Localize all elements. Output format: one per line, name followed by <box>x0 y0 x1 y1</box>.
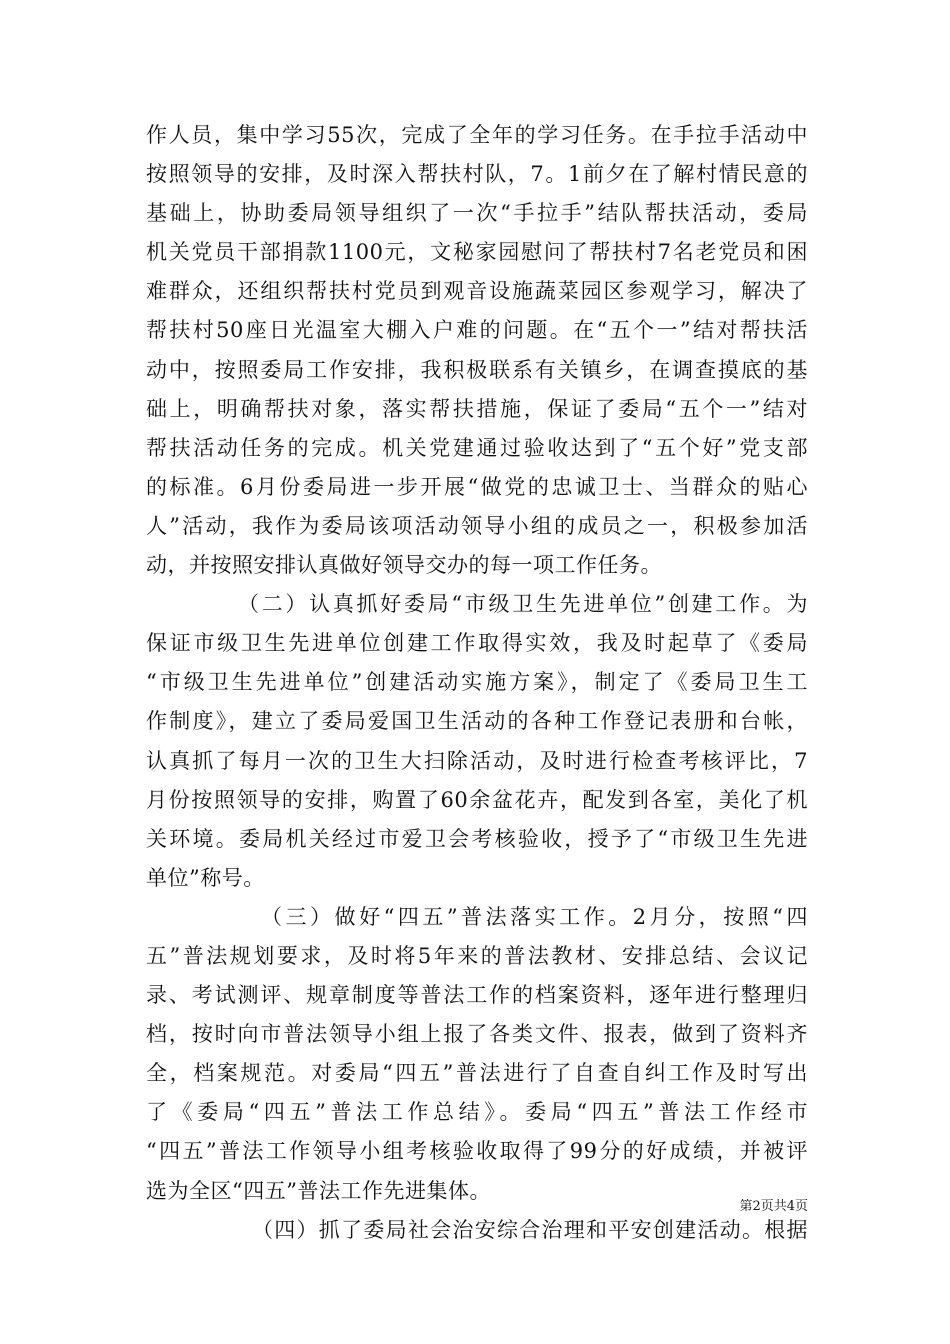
text-line: 选为全区“四五”普法工作先进集体。 <box>146 1178 491 1203</box>
text-line: 基础上，协助委局领导组织了一次“手拉手”结队帮扶活动，委局 <box>146 201 808 226</box>
text-line: 单位”称号。 <box>146 865 265 890</box>
text-line: 帮扶村50座日光温室大棚入户难的问题。在“五个一”结对帮扶活 <box>146 318 808 343</box>
text-line: 按照领导的安排，及时深入帮扶村队，7。1前夕在了解村情民意的 <box>146 162 808 187</box>
page-number-footer: 第2页共4页 <box>739 1199 808 1214</box>
text-line: 五”普法规划要求，及时将5年来的普法教材、安排总结、会议记 <box>146 943 808 968</box>
section-heading-line: （三）做好“四五”普法落实工作。2月分，按照“四 <box>261 904 808 929</box>
text-line: 保证市级卫生先进单位创建工作取得实效，我及时起草了《委局 <box>146 631 808 656</box>
section-heading-line: （四）抓了委局社会治安综合治理和平安创建活动。根据 <box>252 1217 808 1242</box>
section-heading-line: （二）认真抓好委局“市级卫生先进单位”创建工作。为 <box>238 592 808 617</box>
text-line: 了《委局“四五”普法工作总结》。委局“四五”普法工作经市 <box>146 1100 808 1125</box>
text-line: 的标准。6月份委局进一步开展“做党的忠诚卫士、当群众的贴心 <box>146 474 808 499</box>
text-line: 录、考试测评、规章制度等普法工作的档案资料，逐年进行整理归 <box>146 983 808 1008</box>
text-line: 作人员，集中学习55次，完成了全年的学习任务。在手拉手活动中 <box>146 123 808 147</box>
document-body <box>146 116 808 1250</box>
text-line: 人”活动，我作为委局该项活动领导小组的成员之一，积极参加活 <box>146 513 808 538</box>
text-line: 档，按时向市普法领导小组上报了各类文件、报表，做到了资料齐 <box>146 1022 808 1047</box>
text-line: “市级卫生先进单位”创建活动实施方案》，制定了《委局卫生工 <box>146 670 808 695</box>
text-line: “四五”普法工作领导小组考核验收取得了99分的好成绩，并被评 <box>146 1139 808 1164</box>
text-line: 础上，明确帮扶对象，落实帮扶措施，保证了委局“五个一”结对 <box>146 396 808 421</box>
text-line: 难群众，还组织帮扶村党员到观音设施蔬菜园区参观学习，解决了 <box>146 279 808 304</box>
text-line: 认真抓了每月一次的卫生大扫除活动，及时进行检查考核评比，7 <box>146 748 808 773</box>
text-line: 作制度》，建立了委局爱国卫生活动的各种工作登记表册和台帐， <box>146 709 808 734</box>
text-line: 动，并按照安排认真做好领导交办的每一项工作任务。 <box>146 553 662 578</box>
text-line: 全，档案规范。对委局“四五”普法进行了自查自纠工作及时写出 <box>146 1061 808 1086</box>
text-line: 机关党员干部捐款1100元，文秘家园慰问了帮扶村7名老党员和困 <box>146 240 808 265</box>
text-line: 月份按照领导的安排，购置了60余盆花卉，配发到各室，美化了机 <box>146 787 808 812</box>
text-line: 动中，按照委局工作安排，我积极联系有关镇乡，在调查摸底的基 <box>146 357 808 382</box>
text-line: 关环境。委局机关经过市爱卫会考核验收，授予了“市级卫生先进 <box>146 826 808 851</box>
text-line: 帮扶活动任务的完成。机关党建通过验收达到了“五个好”党支部 <box>146 435 808 460</box>
